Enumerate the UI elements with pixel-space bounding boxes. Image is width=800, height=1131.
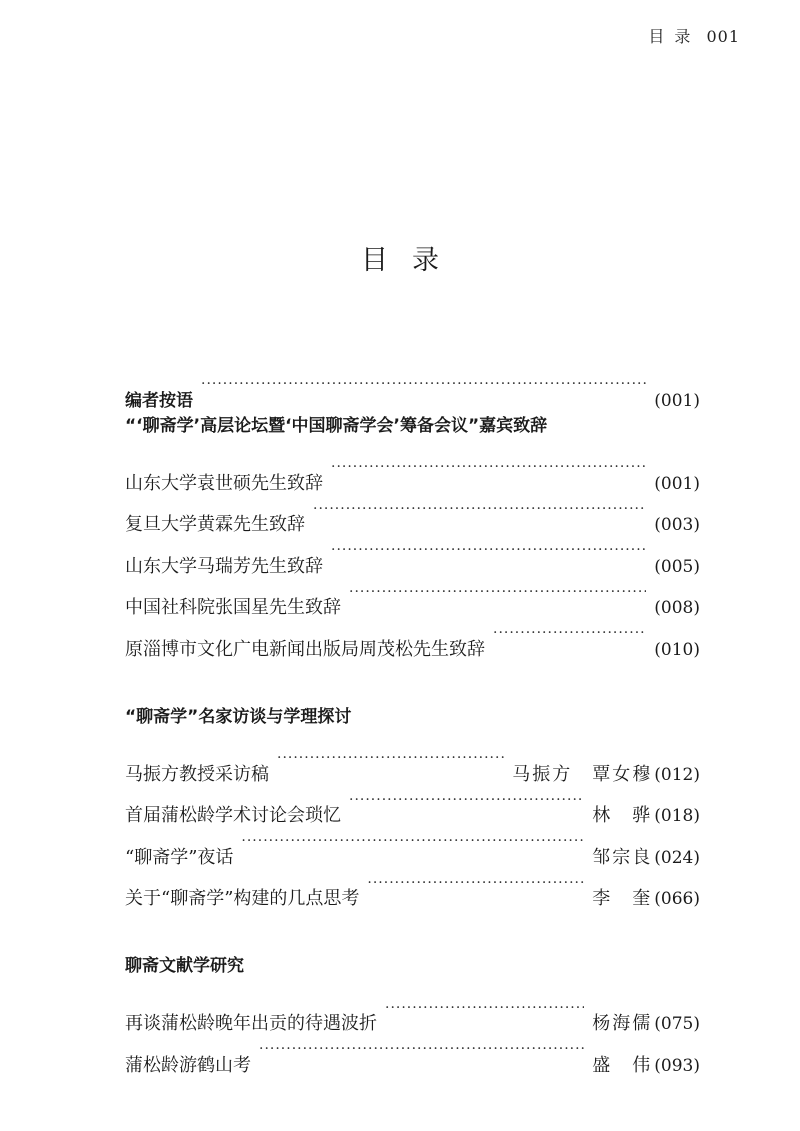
toc-entry-title: 原淄博市文化广电新闻出版局周茂松先生致辞 bbox=[125, 638, 485, 660]
page-title: 目录 bbox=[361, 245, 463, 276]
toc-leader-dots bbox=[385, 988, 584, 1030]
toc-entry-title: 山东大学袁世硕先生致辞 bbox=[125, 472, 323, 494]
toc-leader-dots bbox=[331, 447, 646, 489]
toc-entry-title: 中国社科院张国星先生致辞 bbox=[125, 597, 341, 618]
toc-entry-title: 山东大学马瑞芳先生致辞 bbox=[125, 555, 323, 577]
toc-section-heading: “聊斋学”名家访谈与学理探讨 bbox=[125, 706, 352, 727]
toc-entry-author: 马振方 覃女穆 bbox=[512, 763, 653, 785]
toc-leader-dots bbox=[331, 530, 646, 572]
toc-leader-dots bbox=[367, 863, 584, 905]
toc-entry-title: 复旦大学黄霖先生致辞 bbox=[125, 514, 305, 535]
toc-entry-title: 首届蒲松龄学术讨论会琐忆 bbox=[125, 805, 341, 826]
toc-entry-author: 李 奎 bbox=[592, 888, 653, 909]
toc-entry-title: 关于“聊斋学”构建的几点思考 bbox=[125, 888, 360, 909]
toc-entry-page: (001) bbox=[654, 473, 700, 494]
toc-entry[interactable] bbox=[125, 364, 700, 411]
running-head-page: 001 bbox=[706, 27, 740, 46]
toc-entry-page: (093) bbox=[654, 1055, 700, 1076]
toc-leader-dots bbox=[313, 489, 646, 531]
toc-entry[interactable] bbox=[125, 988, 700, 1034]
toc-entry-page: (018) bbox=[654, 806, 700, 826]
toc-entry-page: (066) bbox=[654, 889, 700, 909]
toc-entry-title: 编者按语 bbox=[125, 390, 193, 411]
toc-leader-dots bbox=[349, 780, 584, 822]
toc-leader-dots bbox=[493, 613, 646, 655]
toc-entry-title: “聊斋学”夜话 bbox=[125, 846, 234, 868]
toc-entry-page: (003) bbox=[654, 515, 700, 535]
toc-entry-title: 马振方教授采访稿 bbox=[125, 763, 269, 785]
toc-leader-dots bbox=[349, 572, 646, 614]
running-head bbox=[648, 24, 740, 47]
toc-entry-page: (075) bbox=[654, 1014, 700, 1034]
toc-entry-title: 再谈蒲松龄晚年出贡的待遇波折 bbox=[125, 1013, 377, 1034]
toc-entry-page: (005) bbox=[654, 556, 700, 577]
toc-entry-title: 蒲松龄游鹤山考 bbox=[125, 1054, 251, 1076]
toc-entry[interactable] bbox=[125, 738, 700, 785]
toc-entry-page: (024) bbox=[654, 847, 700, 868]
toc-section-heading: “‘聊斋学’高层论坛暨‘中国聊斋学会’筹备会议”嘉宾致辞 bbox=[125, 415, 548, 436]
toc-entry-page: (001) bbox=[654, 390, 700, 411]
toc-leader-dots bbox=[241, 821, 584, 863]
table-of-contents bbox=[125, 364, 700, 1076]
toc-entry-page: (008) bbox=[654, 598, 700, 618]
toc-entry[interactable] bbox=[125, 447, 700, 494]
toc-section-heading: 聊斋文献学研究 bbox=[125, 956, 244, 976]
toc-entry-page: (010) bbox=[654, 639, 700, 660]
toc-entry-author: 邹宗良 bbox=[592, 846, 653, 868]
toc-leader-dots bbox=[201, 364, 646, 406]
toc-entry-author: 林 骅 bbox=[592, 805, 653, 826]
toc-entry-page: (012) bbox=[654, 764, 700, 785]
toc-leader-dots bbox=[277, 738, 504, 780]
toc-entry-author: 盛 伟 bbox=[592, 1054, 653, 1076]
toc-leader-dots bbox=[259, 1029, 584, 1071]
running-head-title: 目录 bbox=[648, 27, 701, 46]
toc-entry-author: 杨海儒 bbox=[592, 1013, 653, 1034]
